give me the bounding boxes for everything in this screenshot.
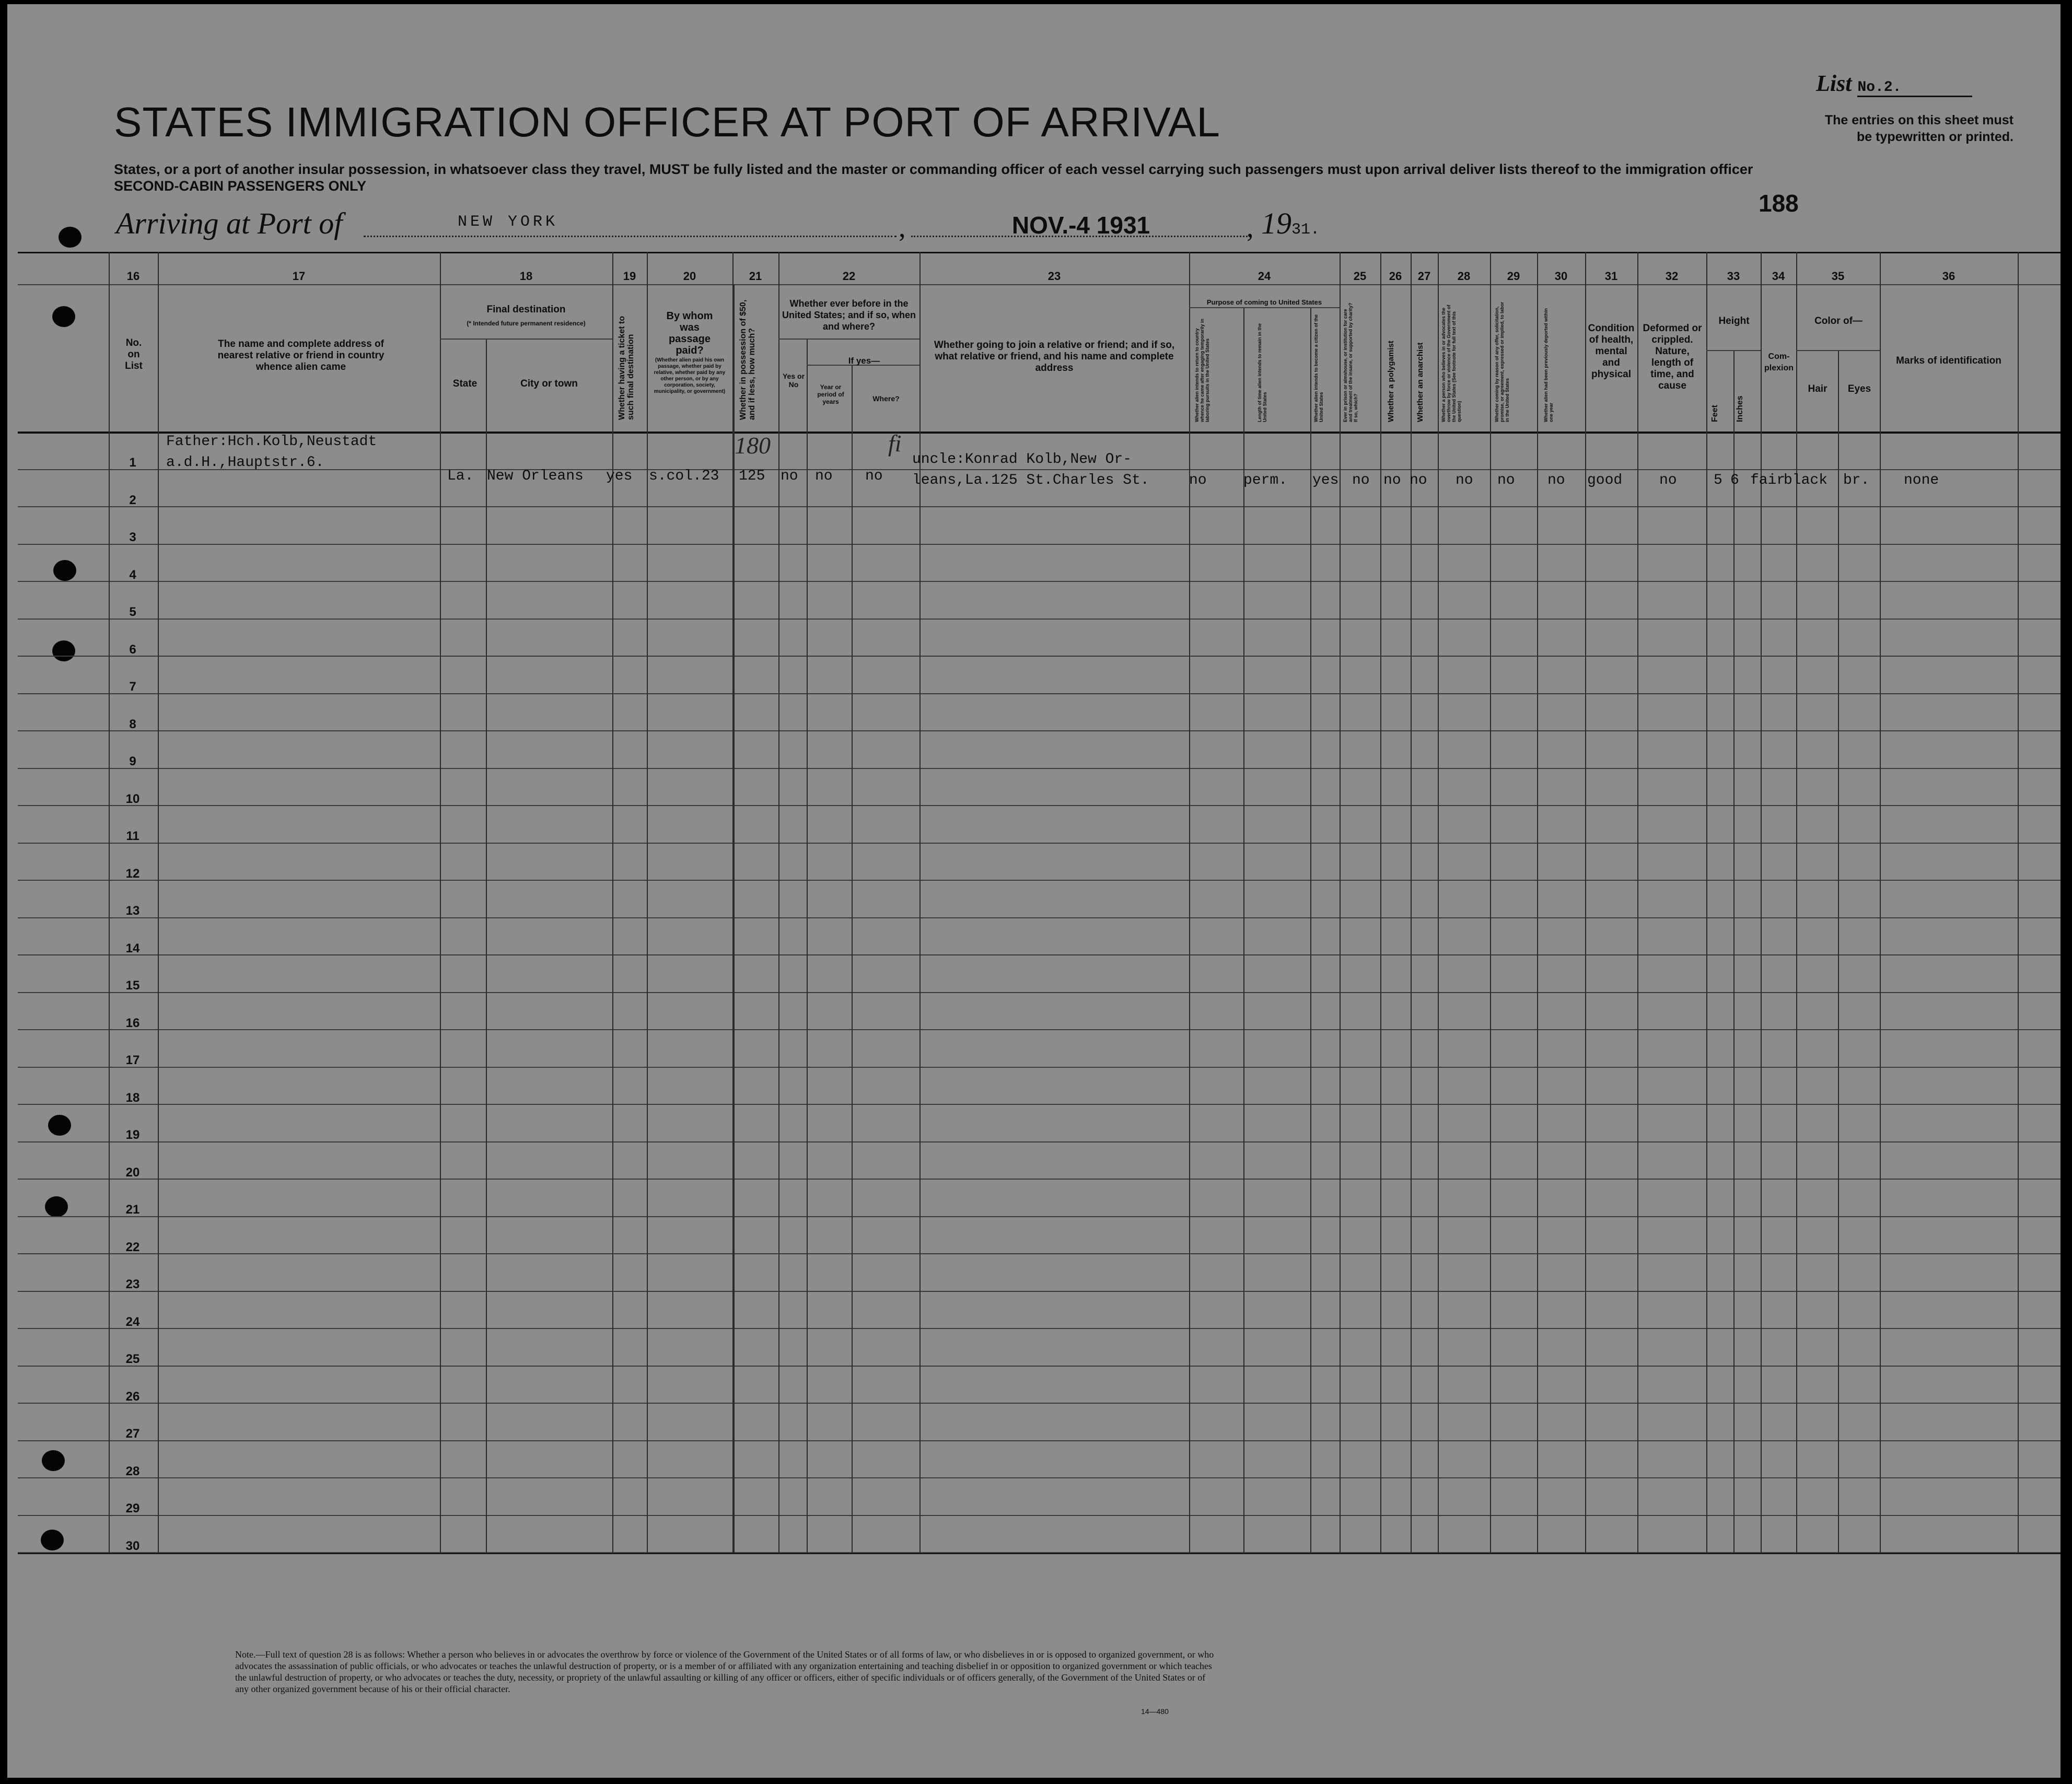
table-rule [18,1291,2061,1292]
length-of-stay-value: perm. [1243,472,1288,488]
column-number: 17 [292,270,306,283]
header-state: State [452,378,478,389]
header-color-of: Color of— [1814,316,1863,327]
header-if-yes: If yes— [848,356,880,366]
binder-hole [42,1450,65,1471]
hair-value: black [1784,472,1828,488]
join-line-2: leans,La.125 St.Charles St. [912,472,1149,488]
column-number: 34 [1772,270,1785,283]
table-rule [1585,252,1586,1553]
destination-city: New Orleans [487,468,584,484]
table-rule [18,252,2061,253]
polygamist-value: no [1383,472,1401,488]
column-number: 22 [842,270,856,283]
table-rule [2018,252,2019,1553]
row-number: 11 [126,829,139,843]
table-rule [440,339,612,340]
table-rule [1796,252,1797,1553]
header-hair: Hair [1808,383,1827,394]
header-nearest-relative: The name and complete address of nearest relative or friend in country whence alien came [217,339,385,372]
row-number: 10 [125,791,140,806]
table-rule [18,730,2061,731]
header-eyes: Eyes [1847,383,1871,394]
table-rule [18,1403,2061,1404]
table-rule [18,1440,2061,1441]
header-passage-paid: By whom was passage paid? [666,310,713,356]
table-rule [18,1141,2061,1142]
header-inches: Inches [1736,395,1744,422]
table-rule [18,1253,2061,1254]
column-number: 36 [1942,270,1955,283]
row-number: 4 [129,567,136,582]
table-rule [18,954,2061,955]
table-rule [18,469,2061,470]
row-number: 12 [125,866,140,881]
prison-value: no [1352,472,1370,488]
table-rule [1761,252,1762,1553]
column-number: 25 [1353,270,1367,283]
table-rule [1411,252,1412,1553]
row-number: 25 [125,1352,140,1366]
table-rule [1490,252,1491,1553]
column-number: 23 [1047,270,1061,283]
list-number: No.2. [1857,79,1972,97]
table-rule [18,1216,2061,1217]
table-rule [1380,252,1381,1553]
table-rule [18,1104,2061,1105]
year-prefix: 19 [1261,206,1291,240]
years-value: no [815,468,833,484]
table-rule [18,768,2061,769]
table-rule [852,365,853,1553]
binder-hole [48,1115,71,1136]
table-rule [440,252,441,1553]
header-complexion: Com-plexion [1764,352,1794,372]
row-number: 30 [125,1538,140,1553]
passage-value: s.col.23 [649,468,719,484]
form-number: 14—480 [1141,1707,1169,1716]
header-no-on-list: No. on List [125,337,143,371]
row-number: 24 [125,1314,140,1329]
binder-hole [52,306,75,327]
binder-hole [53,560,76,581]
list-label: List [1816,71,1852,96]
subtitle-line-2: SECOND-CABIN PASSENGERS ONLY [114,178,367,194]
row-number: 6 [129,642,136,657]
manifest-sheet [7,4,2061,1778]
table-rule [1438,252,1439,1553]
column-number: 16 [126,270,140,283]
row-number: 2 [129,493,136,507]
row-number: 14 [125,941,140,955]
header-labor-offer: Whether coming by reason of any offer, solicitation, promise, or agreement, expressed or implied, to labor in the United States [1494,301,1510,422]
header-years: Year or period of years [817,383,844,405]
list-header [1816,70,1972,97]
deported-value: no [1547,472,1565,488]
join-line-1: uncle:Konrad Kolb,New Or- [912,451,1132,468]
row-number: 8 [129,717,136,731]
table-rule [18,1328,2061,1329]
return-value: no [1189,472,1207,488]
row-number: 28 [125,1464,140,1478]
table-rule [18,1179,2061,1180]
header-ticket: Whether having a ticket to such final destination [618,316,635,420]
header-overthrow: Whether a person who believes in or advocates the overthrow by force or violence of the Government of the United States (See footnote for full text of this question) [1441,305,1462,422]
table-rule [18,992,2061,993]
table-rule [18,1477,2061,1478]
table-rule [486,339,487,1553]
money-handwritten: 180 [735,432,771,459]
marks-value: none [1904,472,1939,488]
row-number: 21 [125,1203,140,1217]
header-city: City or town [520,378,578,389]
row-number: 16 [125,1016,140,1030]
table-rule [1340,252,1341,1553]
table-rule [734,284,735,1553]
binder-hole [41,1530,64,1550]
header-feet: Feet [1710,405,1719,422]
header-fifty-dollars: Whether in possession of $50, and if less, how much? [739,299,756,420]
column-number: 24 [1258,270,1271,283]
table-rule [647,252,648,1553]
column-number: 29 [1507,270,1520,283]
before-us-value: no [781,468,798,484]
row-number: 7 [129,680,136,694]
table-rule [18,1029,2061,1030]
row-number: 17 [125,1053,140,1067]
citizen-value: yes [1312,472,1339,488]
header-final-destination-note: (* Intended future permanent residence) [467,320,586,327]
row-number: 22 [125,1240,140,1254]
column-number: 20 [683,270,696,283]
table-rule [1637,252,1638,1553]
offer-value: no [1497,472,1515,488]
header-final-destination: Final destination [486,304,566,315]
column-number: 32 [1665,270,1679,283]
table-rule [612,252,613,1553]
table-rule [1838,350,1839,1553]
money-value: 125 [739,468,765,484]
header-prison: Ever in prison or almshouse, or institution for care and treatment of the insane, or supported by charity? If so, which? [1343,302,1358,422]
anarchist-value: no [1410,472,1427,488]
column-number: 27 [1417,270,1431,283]
where-value: no [865,468,883,484]
column-number: 18 [519,270,533,283]
table-rule [18,693,2061,694]
header-health: Condition of health, mental and physical [1588,323,1635,380]
row-number: 23 [125,1277,140,1291]
inches-value: 6 [1730,472,1739,488]
table-rule [18,1067,2061,1068]
page-number: 188 [1759,190,1799,217]
health-value: good [1587,472,1623,488]
table-rule [1796,350,1880,351]
column-number: 31 [1604,270,1618,283]
table-rule [1310,307,1311,1553]
relative-line-1: Father:Hch.Kolb,Neustadt [166,434,377,450]
table-rule [1880,252,1881,1553]
year-suffix: 31. [1291,221,1320,239]
arriving-label: Arriving at Port of [116,206,343,240]
table-rule [1706,252,1707,1553]
column-number: 28 [1457,270,1471,283]
table-rule [1243,307,1244,1553]
table-rule [919,252,921,1553]
ticket-value: yes [606,468,633,484]
table-rule [18,619,2061,620]
footnote-question-28: Note.—Full text of question 28 is as follows: Whether a person who believes in or advocates the overthrow by force or violence of the Government of the United States or of all forms of law, or who disbelieves in or is opposed to organized government, or who advocates the assassination of public officials, or who advocates or teaches the unlawful destruction of property, or is a member of or affiliated with any organization entertaining and teaching disbelief in or opposition to organized government or which teaches the unlawful destruction of property, or who advocates or teaches the duty, necessity, or propriety of the unlawful assaulting or killing of any officer or officers, either of specific individuals or of officers generally, of the Government of the United States or of any other organized government because of his or their official character. [235,1649,1214,1694]
subtitle-line-1: States, or a port of another insular possession, in whatsoever class they travel, MUST be fully listed and the master or commanding officer of each vessel carrying such passengers must upon arrival deliver lists thereof to the immigration officer [114,161,1753,177]
row-number: 20 [125,1165,140,1180]
column-number: 21 [749,270,762,283]
row-number: 18 [125,1090,140,1105]
table-rule [18,843,2061,844]
header-yes-or-no: Yes or No [782,372,805,389]
row-number: 15 [125,978,140,993]
overthrow-value: no [1456,472,1473,488]
table-rule [18,506,2061,507]
table-rule [18,581,2061,582]
binder-hole [45,1196,68,1217]
relative-line-2: a.d.H.,Hauptstr.6. [166,454,324,471]
table-rule [1706,350,1761,351]
table-rule [18,805,2061,806]
year-field [1261,206,1320,241]
binder-hole [59,227,82,248]
table-rule [778,252,779,1553]
row-number: 3 [129,530,136,544]
comma-separator: , [899,212,906,243]
row-number: 1 [129,456,136,470]
table-rule [18,284,2061,285]
entries-note [1752,112,2013,145]
header-passage-paid-note: (Whether alien paid his own passage, whether paid by relative, whether paid by any other person, or by any corporation, society, municipality, or government) [654,357,726,394]
table-rule [158,252,159,1553]
row-number: 5 [129,605,136,619]
table-rule [18,1515,2061,1516]
header-height: Height [1718,316,1750,327]
table-rule [18,656,2061,657]
table-rule [778,339,919,340]
header-purpose: Purpose of coming to United States [1206,298,1322,306]
table-rule [18,1553,2061,1554]
form-title: STATES IMMIGRATION OFFICER AT PORT OF ARRIVAL [114,99,1220,145]
row-number: 13 [125,904,140,918]
table-rule [18,880,2061,881]
table-rule [18,1366,2061,1367]
entries-note-line-2: be typewritten or printed. [1856,130,2013,144]
feet-value: 5 [1714,472,1722,488]
header-deformed: Deformed or crippled. Nature, length of time, and cause [1643,323,1702,391]
header-marks: Marks of identification [1896,355,2001,366]
header-going-to-join: Whether going to join a relative or friend; and if so, what relative or friend, and his name and complete address [934,340,1175,374]
eyes-value: br. [1843,472,1870,488]
row-number: 9 [129,754,136,768]
comma-separator: , [1247,212,1254,243]
header-polygamist: Whether a polygamist [1387,341,1395,422]
complexion-value: fair [1750,472,1786,488]
table-rule [807,339,808,1553]
row-number: 27 [125,1427,140,1441]
column-number: 19 [623,270,636,283]
column-number: 30 [1554,270,1568,283]
header-where: Where? [872,394,900,403]
row-number: 29 [125,1501,140,1515]
column-number: 26 [1389,270,1402,283]
where-handwritten: fi [888,430,902,457]
column-number: 35 [1831,270,1845,283]
header-citizen-intent: Whether alien intends to become a citizen of the United States [1313,314,1324,422]
header-deported: Whether alien had been previously deported within one year [1543,308,1554,422]
deformed-value: no [1659,472,1677,488]
port-field: NEW YORK [364,213,897,237]
arrival-date-stamp: NOV.-4 1931 [911,211,1251,237]
table-rule [18,917,2061,918]
row-number: 19 [125,1128,140,1142]
column-number: 33 [1727,270,1740,283]
table-rule [1733,350,1735,1553]
entries-note-line-1: The entries on this sheet must [1824,113,2013,127]
row-number: 26 [125,1389,140,1404]
destination-state: La. [447,468,474,484]
header-return-intent: Whether alien intends to return to country whence he came after engaging temporarily in laboring pursuits in the United States [1194,318,1210,422]
table-rule [18,544,2061,545]
table-rule [1537,252,1538,1553]
header-anarchist: Whether an anarchist [1416,342,1425,422]
table-rule [1189,252,1190,1553]
binder-hole [52,640,75,661]
table-rule [109,252,110,1553]
header-length-of-stay: Length of time alien intends to remain in the United States [1257,323,1267,422]
header-before-in-us: Whether ever before in the United States; and if so, when and where? [782,298,916,332]
form-subtitle [114,161,1753,194]
